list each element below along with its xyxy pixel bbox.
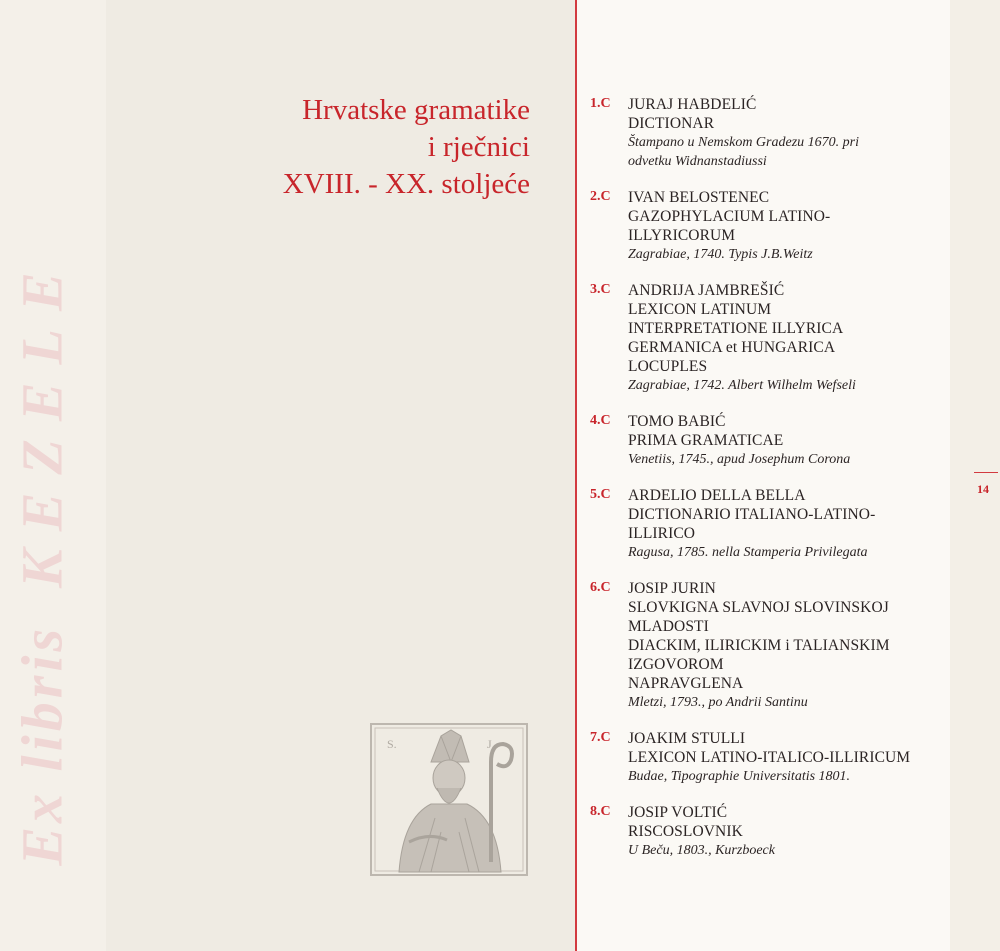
entry-author: JOSIP VOLTIĆ xyxy=(628,804,728,821)
catalog-entry xyxy=(590,579,945,712)
entry-number: 1.C xyxy=(590,96,611,111)
catalog-entry xyxy=(590,803,945,860)
entry-title-line: LEXICON LATINUM xyxy=(628,301,772,318)
entry-imprint: Zagrabiae, 1742. Albert Wilhelm Wefseli xyxy=(628,378,856,393)
entry-title-line: ILLIRICO xyxy=(628,525,696,542)
entry-author: JURAJ HABDELIĆ xyxy=(628,96,757,113)
ex-libris-text: Ex libris xyxy=(9,624,75,866)
page-number: 14 xyxy=(977,482,989,496)
page-title xyxy=(283,92,530,203)
catalog-entry xyxy=(590,95,945,171)
catalog-entry xyxy=(590,281,945,395)
title-line-1: Hrvatske gramatike xyxy=(302,94,530,126)
entry-imprint: Mletzi, 1793., po Andrii Santinu xyxy=(628,695,808,710)
entry-imprint: Ragusa, 1785. nella Stamperia Privilegata xyxy=(628,545,868,560)
entry-number: 8.C xyxy=(590,804,611,819)
entry-title-line: IZGOVOROM xyxy=(628,656,724,673)
outer-margin xyxy=(950,0,1000,951)
entry-number: 5.C xyxy=(590,487,611,502)
catalog-entry xyxy=(590,486,945,562)
page-number-rule xyxy=(974,472,998,473)
entry-number: 3.C xyxy=(590,282,611,297)
entry-author: ARDELIO DELLA BELLA xyxy=(628,487,806,504)
entry-imprint: Zagrabiae, 1740. Typis J.B.Weitz xyxy=(628,247,813,262)
entry-imprint: Budae, Tipographie Universitatis 1801. xyxy=(628,769,851,784)
entry-title-line: DICTIONAR xyxy=(628,115,715,132)
entry-title-line: GAZOPHYLACIUM LATINO- xyxy=(628,208,831,225)
bishop-woodcut-image xyxy=(369,722,529,877)
entry-title-line: DICTIONARIO ITALIANO-LATINO- xyxy=(628,506,876,523)
entry-number: 6.C xyxy=(590,580,611,595)
entry-title-line: SLOVKIGNA SLAVNOJ SLOVINSKOJ xyxy=(628,599,889,616)
woodcut-label-right: J. xyxy=(487,737,495,751)
catalog-list xyxy=(590,95,945,877)
entry-author: JOSIP JURIN xyxy=(628,580,716,597)
entry-title-line: LOCUPLES xyxy=(628,358,708,375)
entry-title-line: NAPRAVGLENA xyxy=(628,675,744,692)
entry-imprint: Venetiis, 1745., apud Josephum Corona xyxy=(628,452,851,467)
entry-title-line: GERMANICA et HUNGARICA xyxy=(628,339,836,356)
entry-imprint: Štampano u Nemskom Gradezu 1670. pri xyxy=(628,135,859,150)
entry-title-line: DIACKIM, ILIRICKIM i TALIANSKIM xyxy=(628,637,890,654)
kezele-text: KEZELE xyxy=(9,254,75,588)
entry-author: IVAN BELOSTENEC xyxy=(628,189,770,206)
entry-imprint: U Beču, 1803., Kurzboeck xyxy=(628,843,775,858)
entry-author: TOMO BABIĆ xyxy=(628,413,726,430)
catalog-entry xyxy=(590,412,945,469)
entry-author: JOAKIM STULLI xyxy=(628,730,746,747)
entry-number: 4.C xyxy=(590,413,611,428)
catalog-entry xyxy=(590,188,945,264)
entry-imprint: odvetku Widnanstadiussi xyxy=(628,154,767,169)
entry-title-line: MLADOSTI xyxy=(628,618,709,635)
entry-title-line: PRIMA GRAMATICAE xyxy=(628,432,784,449)
entry-number: 2.C xyxy=(590,189,611,204)
entry-title-line: RISCOSLOVNIK xyxy=(628,823,743,840)
catalog-entry xyxy=(590,729,945,786)
entry-author: ANDRIJA JAMBREŠIĆ xyxy=(628,282,785,299)
woodcut-label-left: S. xyxy=(387,737,397,751)
entry-title-line: ILLYRICORUM xyxy=(628,227,736,244)
title-line-2: i rječnici xyxy=(427,131,530,163)
entry-number: 7.C xyxy=(590,730,611,745)
entry-title-line: INTERPRETATIONE ILLYRICA xyxy=(628,320,844,337)
title-line-3: XVIII. - XX. stoljeće xyxy=(282,168,530,200)
entry-title-line: LEXICON LATINO-ITALICO-ILLIRICUM xyxy=(628,749,911,766)
